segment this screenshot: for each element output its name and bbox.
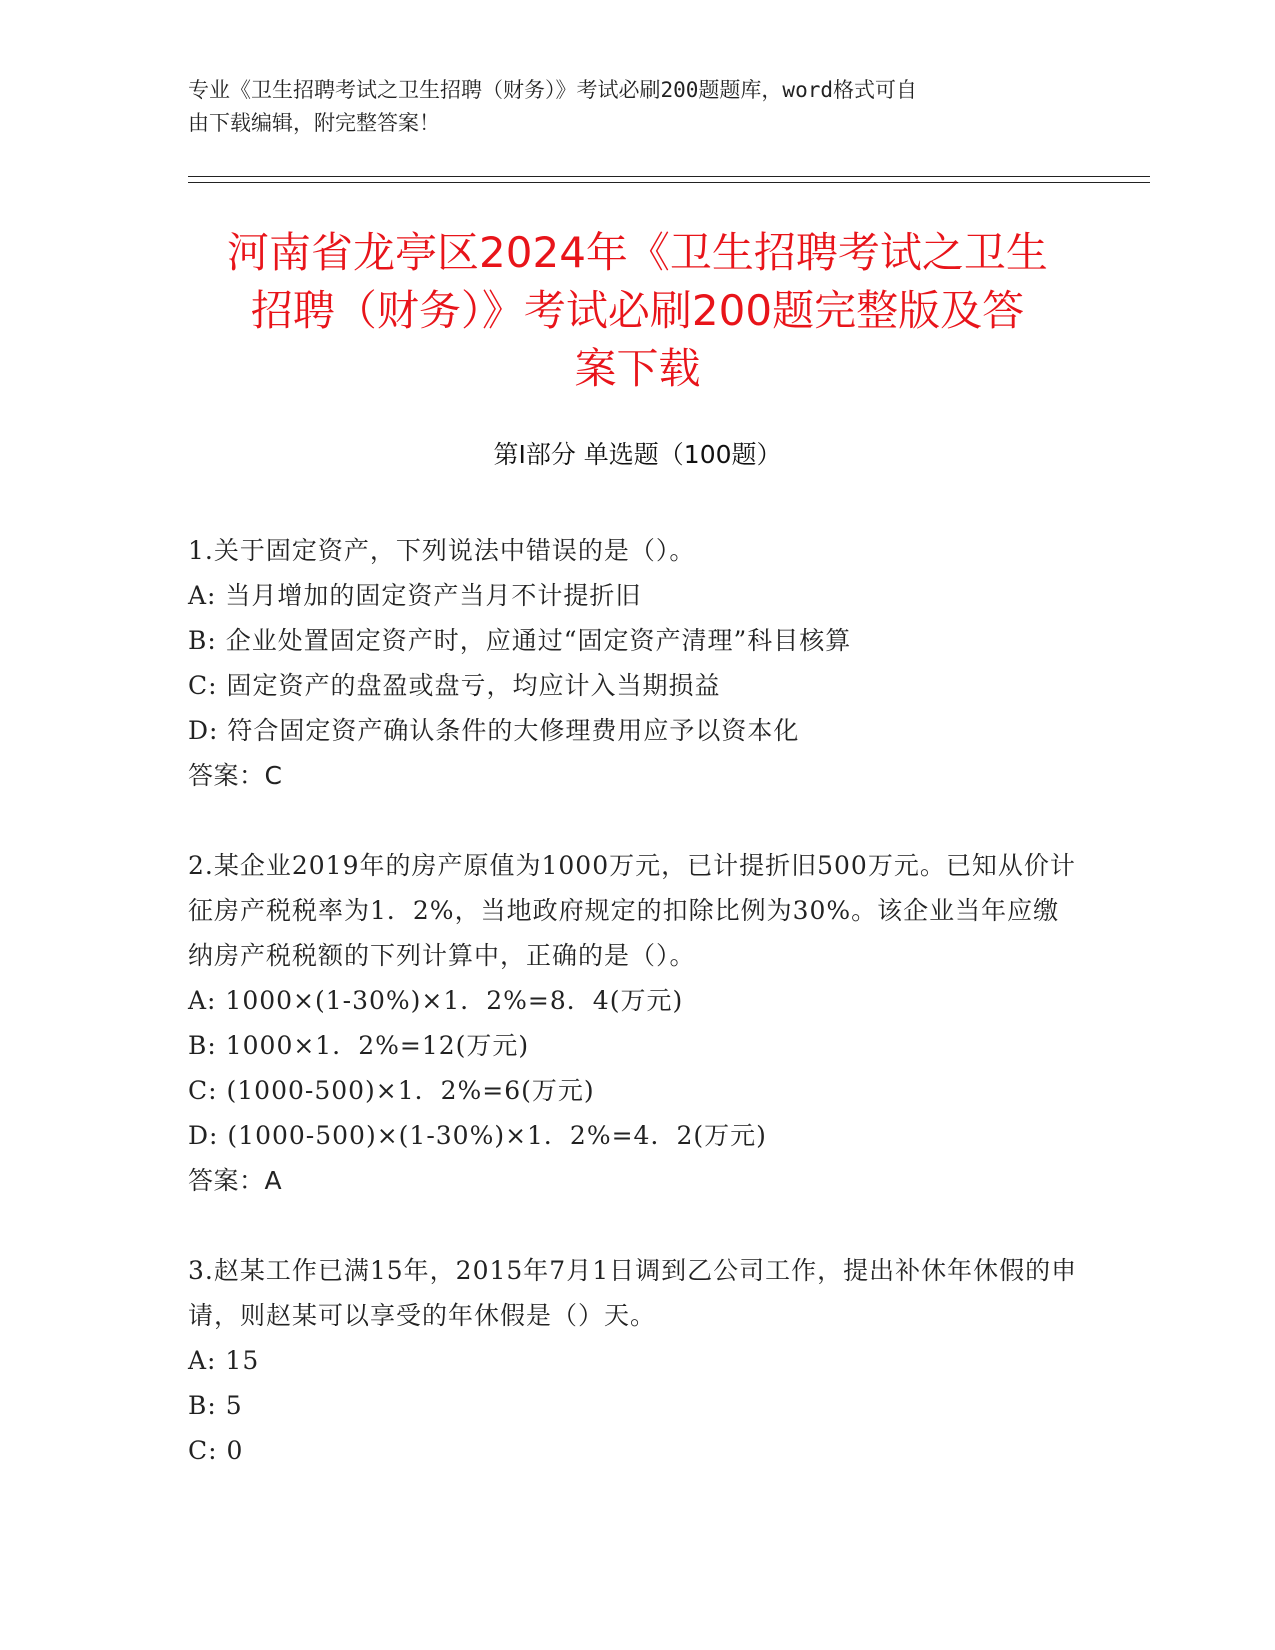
question-option: A: 15 bbox=[188, 1346, 260, 1375]
question-stem: 1.关于固定资产，下列说法中错误的是（）。 bbox=[188, 536, 696, 565]
question-answer: 答案：C bbox=[188, 761, 283, 790]
title-line: 案下载 bbox=[574, 344, 701, 393]
document-title bbox=[150, 224, 1125, 398]
question-stem: 2.某企业2019年的房产原值为1000万元，已计提折旧500万元。已知从价计征房产税税率为1．2%，当地政府规定的扣除比例为30%。该企业当年应缴纳房产税税额的下列计算中，正确的是（）。 bbox=[188, 851, 1076, 970]
question-item bbox=[188, 1248, 1078, 1473]
question-option: B: 5 bbox=[188, 1391, 243, 1420]
question-option: A: 当月增加的固定资产当月不计提折旧 bbox=[188, 581, 642, 610]
header-note bbox=[188, 74, 1068, 140]
header-divider bbox=[188, 176, 1150, 177]
question-answer: 答案：A bbox=[188, 1166, 283, 1195]
question-option: C: 0 bbox=[188, 1436, 244, 1465]
header-note-line: 由下载编辑，附完整答案！ bbox=[188, 111, 440, 135]
question-list bbox=[188, 528, 1078, 1518]
section-heading: 第Ⅰ部分 单选题（100题） bbox=[493, 440, 782, 469]
title-line: 河南省龙亭区2024年《卫生招聘考试之卫生 bbox=[227, 228, 1048, 277]
question-option: D: (1000-500)×(1-30%)×1．2%=4．2(万元) bbox=[188, 1121, 767, 1150]
header-divider bbox=[188, 182, 1150, 183]
question-option: C: 固定资产的盘盈或盘亏，均应计入当期损益 bbox=[188, 671, 721, 700]
question-option: C: (1000-500)×1．2%=6(万元) bbox=[188, 1076, 595, 1105]
question-option: B: 1000×1．2%=12(万元) bbox=[188, 1031, 530, 1060]
question-item bbox=[188, 843, 1078, 1203]
question-option: B: 企业处置固定资产时，应通过“固定资产清理”科目核算 bbox=[188, 626, 852, 655]
title-line: 招聘（财务）》考试必刷200题完整版及答 bbox=[250, 286, 1025, 335]
header-note-line: 专业《卫生招聘考试之卫生招聘（财务）》考试必刷200题题库，word格式可自 bbox=[188, 78, 917, 102]
question-stem: 3.赵某工作已满15年，2015年7月1日调到乙公司工作，提出补休年休假的申请，则赵某可以享受的年休假是（）天。 bbox=[188, 1256, 1078, 1330]
question-option: D: 符合固定资产确认条件的大修理费用应予以资本化 bbox=[188, 716, 800, 745]
question-option: A: 1000×(1-30%)×1．2%=8．4(万元) bbox=[188, 986, 684, 1015]
question-item bbox=[188, 528, 1078, 798]
